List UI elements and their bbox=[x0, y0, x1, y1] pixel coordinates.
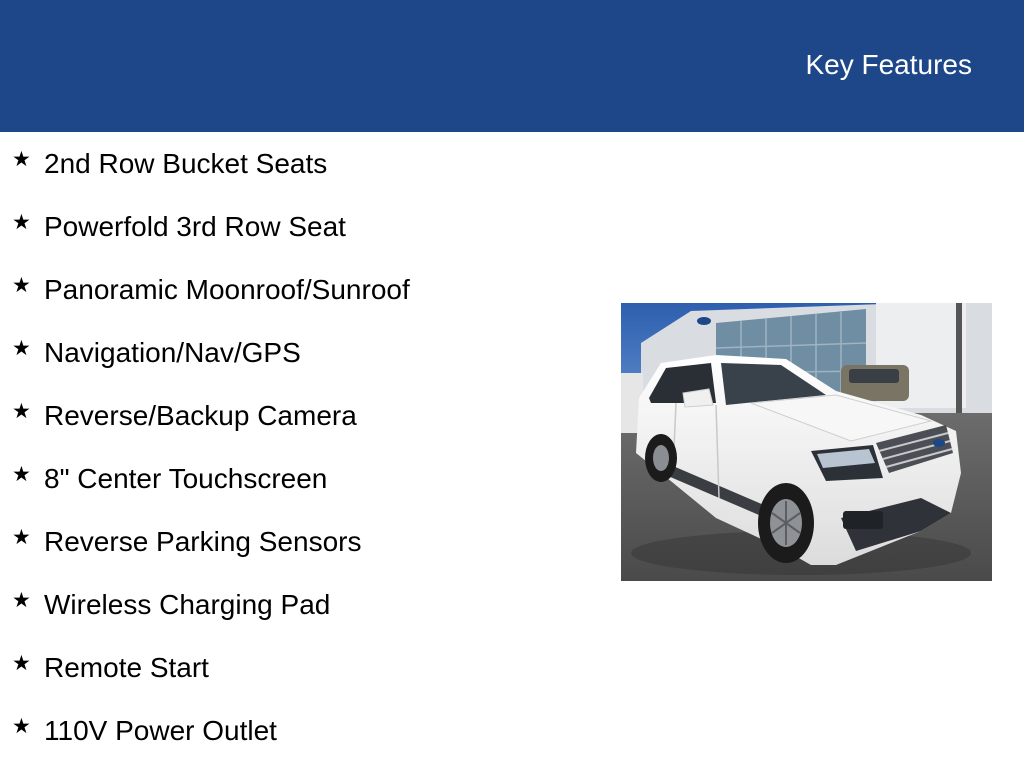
star-icon: ★ bbox=[12, 148, 31, 171]
feature-item bbox=[0, 447, 600, 510]
star-icon: ★ bbox=[12, 211, 31, 234]
star-icon: ★ bbox=[12, 715, 31, 738]
star-icon: ★ bbox=[12, 526, 31, 549]
feature-item bbox=[0, 195, 600, 258]
feature-item bbox=[0, 573, 600, 636]
feature-label: Reverse/Backup Camera bbox=[44, 400, 357, 431]
feature-label: 2nd Row Bucket Seats bbox=[44, 148, 328, 179]
vehicle-photo bbox=[621, 303, 992, 581]
feature-item bbox=[0, 132, 600, 195]
feature-label: 8" Center Touchscreen bbox=[44, 463, 328, 494]
feature-item bbox=[0, 699, 600, 762]
feature-item bbox=[0, 636, 600, 699]
feature-list bbox=[0, 132, 600, 762]
feature-item bbox=[0, 384, 600, 447]
star-icon: ★ bbox=[12, 274, 31, 297]
star-icon: ★ bbox=[12, 463, 31, 486]
star-icon: ★ bbox=[12, 337, 31, 360]
header-banner bbox=[0, 0, 1024, 132]
feature-item bbox=[0, 258, 600, 321]
feature-label: 110V Power Outlet bbox=[44, 715, 277, 746]
feature-label: Remote Start bbox=[44, 652, 209, 683]
page-title: Key Features bbox=[805, 49, 972, 80]
feature-item bbox=[0, 321, 600, 384]
feature-item bbox=[0, 510, 600, 573]
feature-label: Reverse Parking Sensors bbox=[44, 526, 362, 557]
star-icon: ★ bbox=[12, 589, 31, 612]
feature-label: Navigation/Nav/GPS bbox=[44, 337, 301, 368]
feature-label: Wireless Charging Pad bbox=[44, 589, 331, 620]
star-icon: ★ bbox=[12, 652, 31, 675]
star-icon: ★ bbox=[12, 400, 31, 423]
feature-label: Powerfold 3rd Row Seat bbox=[44, 211, 346, 242]
feature-label: Panoramic Moonroof/Sunroof bbox=[44, 274, 410, 305]
suv-illustration bbox=[621, 303, 992, 581]
